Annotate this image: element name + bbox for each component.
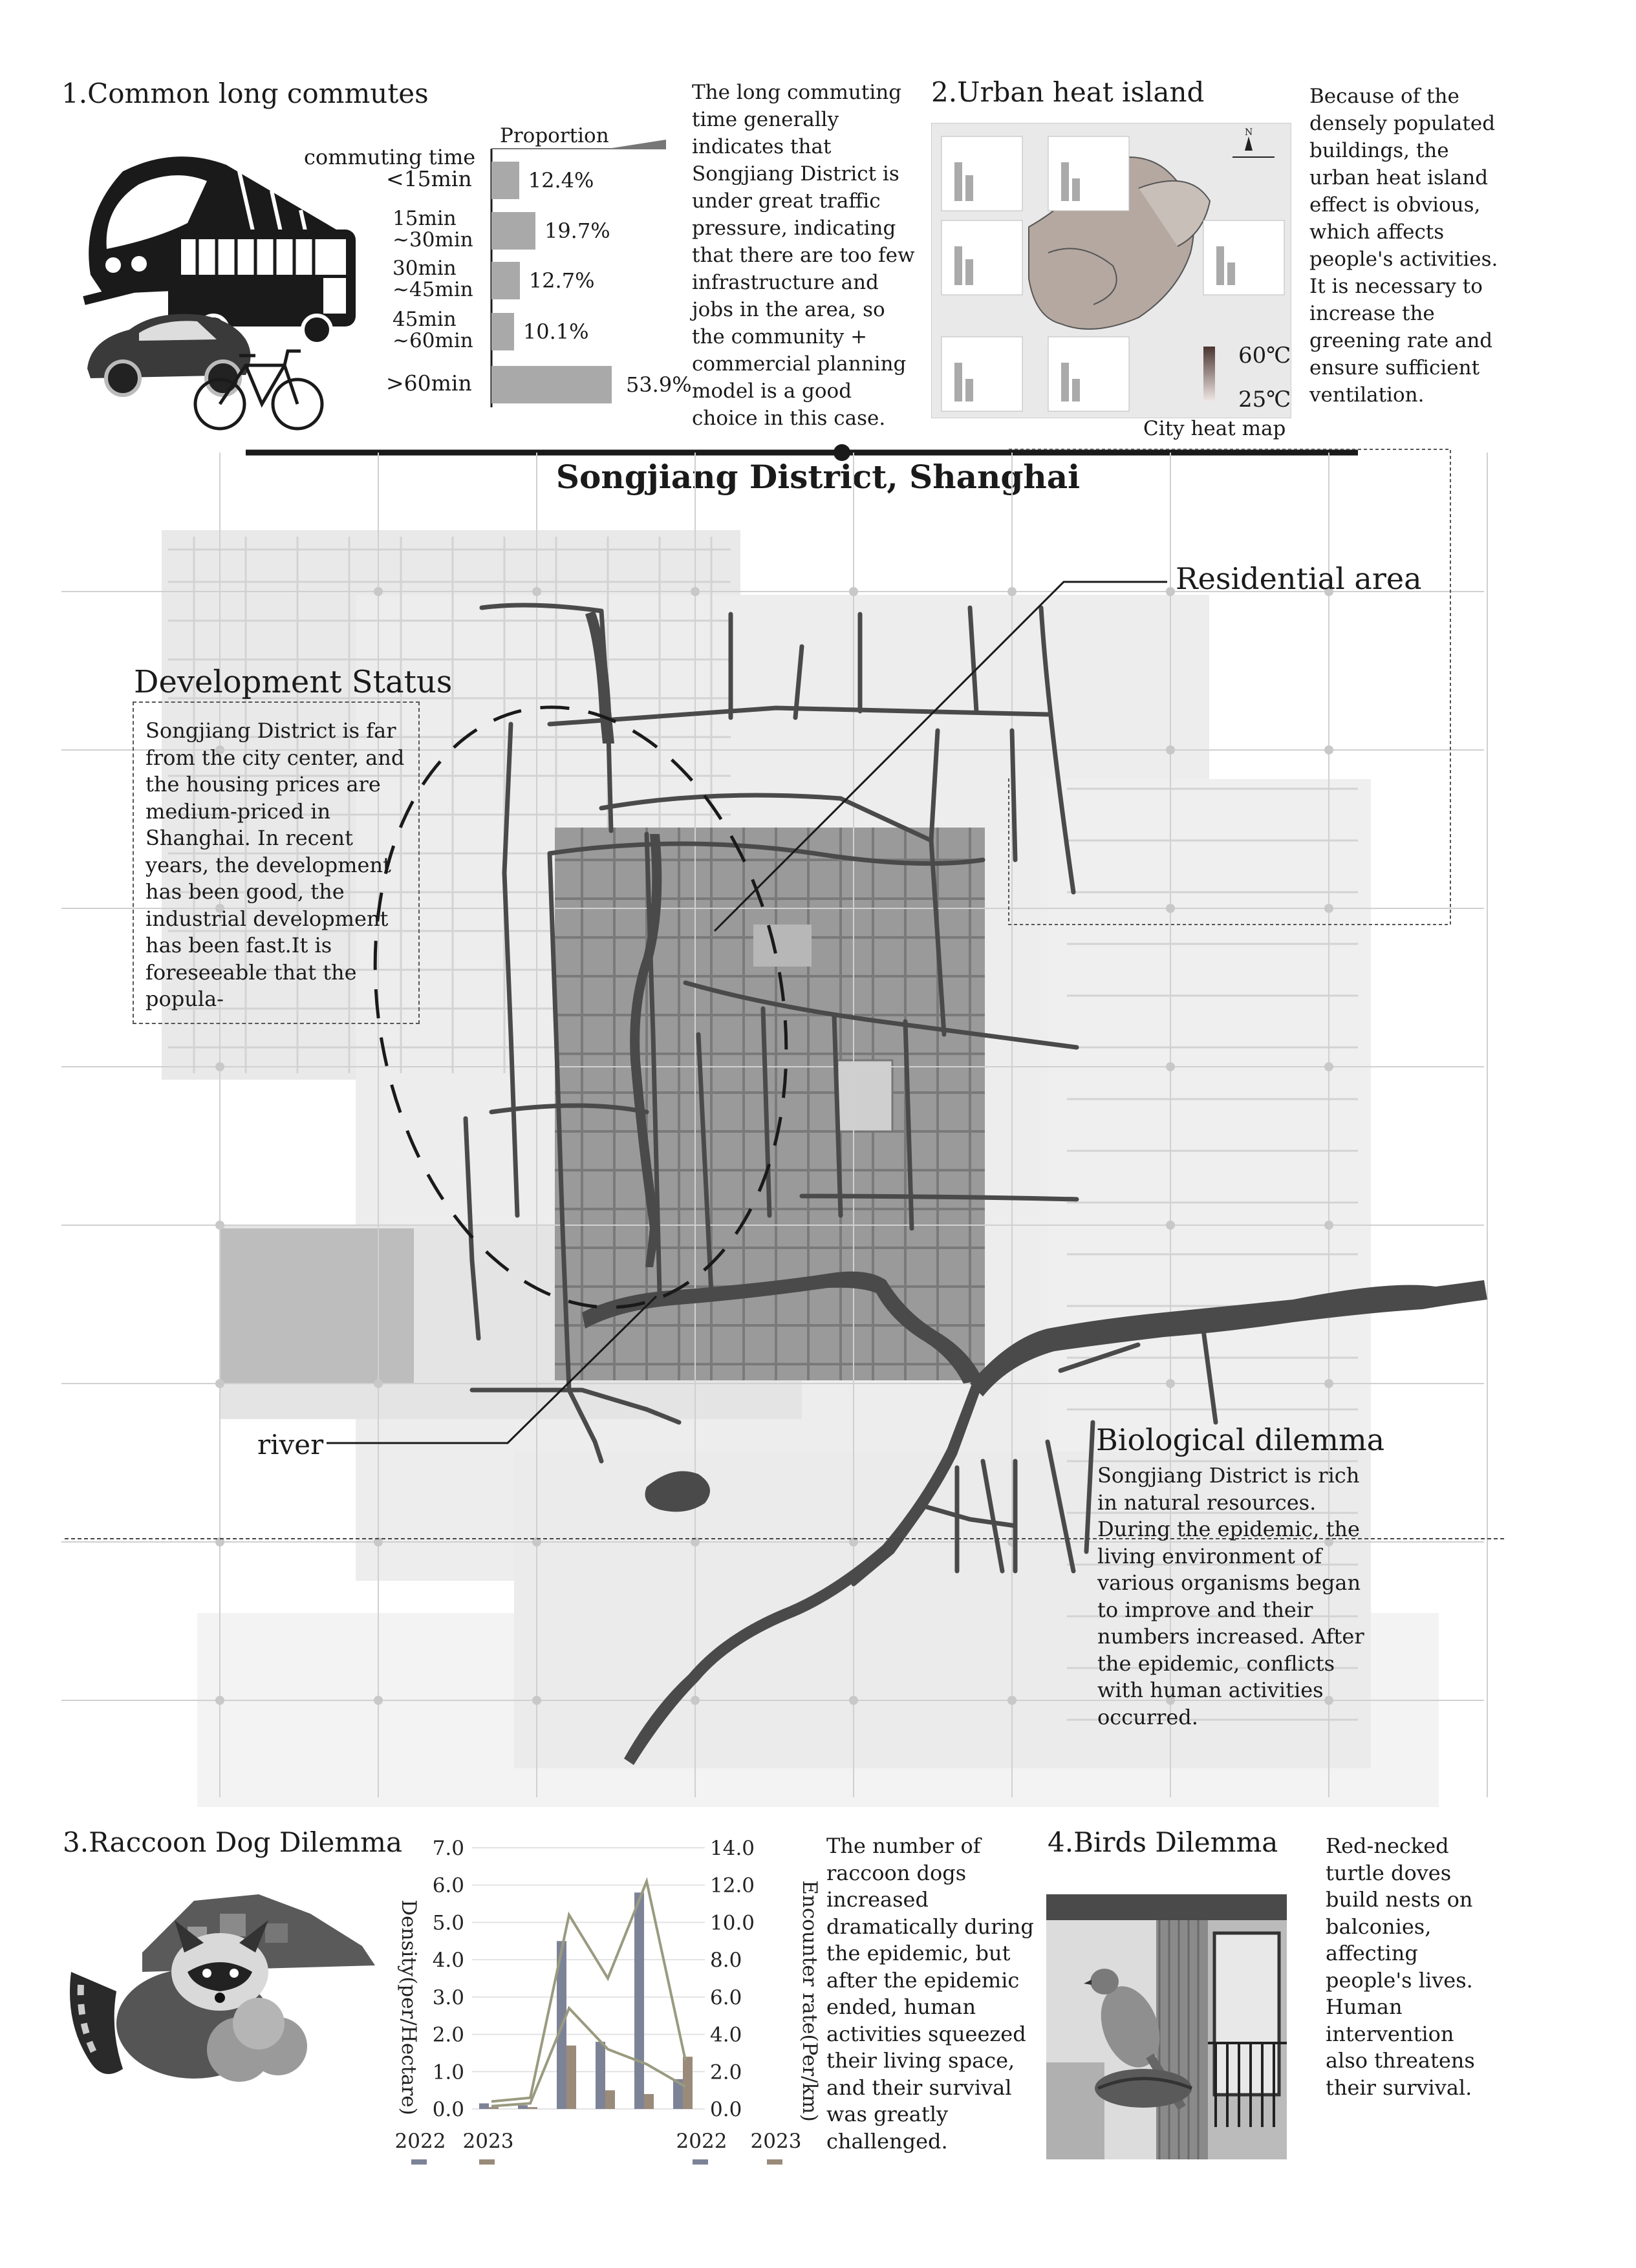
raccoon-left-tick: 1.0 — [432, 2060, 464, 2084]
raccoon-left-tick: 3.0 — [432, 1985, 464, 2009]
raccoon-right-tick: 2.0 — [710, 2060, 742, 2084]
raccoon-bar — [566, 2046, 576, 2109]
commute-paragraph: The long commuting time generally indicates that Songjiang District is under great traffic pressure, indicating that there are too few infrastructure and jobs in the area, so the community + commercial planning model is a good choice in this case. — [692, 81, 915, 430]
bio-text: Songjiang District is rich in natural resources. During the epidemic, the living environment of various organisms began to improve and their numbers increased. After the epidemic, conflicts with human activities occurred. — [1097, 1463, 1364, 1729]
commute-bar-value-label: 10.1% — [522, 319, 589, 344]
commute-x-label: Proportion — [500, 124, 609, 147]
commute-bar — [491, 162, 519, 199]
heat-legend-gradient — [1203, 347, 1215, 401]
raccoon-bar — [644, 2094, 654, 2109]
heat-legend-high: 60℃ — [1238, 343, 1291, 369]
raccoon-right-tick: 0.0 — [710, 2098, 742, 2121]
commute-y-label: commuting time — [304, 145, 476, 169]
commute-category-label: 45min ~60min — [393, 308, 473, 352]
raccoon-bar — [634, 1892, 644, 2109]
development-heading: Development Status — [134, 664, 453, 700]
commute-category-label: 30min ~45min — [393, 257, 473, 301]
raccoon-legend-swatch — [767, 2159, 782, 2165]
city-center-aerial — [555, 828, 985, 1380]
raccoon-right-tick: 10.0 — [710, 1911, 755, 1935]
commute-bar-value-label: 12.4% — [528, 168, 594, 193]
commute-bar — [491, 366, 612, 403]
commute-bar-value-label: 53.9% — [625, 372, 692, 397]
commute-heading: 1.Common long commutes — [61, 78, 429, 109]
commute-bar — [491, 313, 514, 350]
river-label: river — [257, 1429, 324, 1460]
raccoon-legend-swatch — [693, 2159, 708, 2165]
raccoon-right-tick: 4.0 — [710, 2023, 742, 2047]
raccoon-left-axis-title: Density(per/Hectare) — [397, 1899, 420, 2115]
raccoon-bar — [683, 2057, 693, 2109]
raccoon-bar — [479, 2103, 489, 2109]
raccoon-illustration — [65, 1875, 375, 2095]
raccoon-heading: 3.Raccoon Dog Dilemma — [63, 1826, 402, 1858]
raccoon-left-tick: 6.0 — [432, 1874, 464, 1898]
commute-category-label: <15min — [386, 166, 472, 191]
raccoon-x-label: 2023 — [750, 2130, 802, 2153]
raccoon-legend-swatch — [479, 2159, 495, 2165]
raccoon-x-label: 2022 — [394, 2130, 446, 2153]
raccoon-right-tick: 6.0 — [710, 1985, 742, 2009]
birds-heading: 4.Birds Dilemma — [1048, 1826, 1278, 1858]
raccoon-bar — [596, 2042, 605, 2109]
raccoon-chart — [388, 1836, 821, 2172]
raccoon-bar — [489, 2107, 499, 2109]
raccoon-right-axis-title: Encounter rate(Per/km) — [798, 1880, 821, 2122]
commute-category-label: >60min — [386, 370, 472, 396]
heat-legend-low: 25℃ — [1238, 387, 1291, 412]
raccoon-bar — [528, 2107, 537, 2109]
raccoon-left-tick: 7.0 — [432, 1837, 464, 1860]
birds-photo — [1046, 1894, 1287, 2159]
raccoon-paragraph: The number of raccoon dogs increased dramatically during the epidemic, but after the epidemic ended, human activities squeezed their living space, and their survival was greatly challenged. — [826, 1834, 1034, 2154]
svg-text:N: N — [1245, 127, 1253, 138]
raccoon-bar — [518, 2105, 528, 2109]
birds-paragraph: Red-necked turtle doves build nests on balconies, affecting people's lives. Human intervention also threatens their survival. — [1326, 1834, 1475, 2100]
nest-icon — [1095, 2069, 1192, 2108]
development-text: Songjiang District is far from the city center, and the housing prices are medium-priced in Shanghai. In recent years, the development has been good, the industrial development has been fast.It is foreseeable that the popula- — [145, 718, 405, 1011]
raccoon-bar — [605, 2090, 615, 2109]
raccoon-left-tick: 0.0 — [432, 2098, 464, 2121]
commute-bar — [491, 262, 520, 299]
residential-label: Residential area — [1176, 561, 1422, 596]
raccoon-right-tick: 12.0 — [710, 1874, 755, 1898]
raccoon-legend-swatch — [411, 2159, 427, 2165]
heat-paragraph: Because of the densely populated buildings, the urban heat island effect is obvious, which affects people's activities. It is necessary to increase the greening rate and ensure sufficient ventilation. — [1309, 85, 1498, 407]
commute-bar-value-label: 12.7% — [528, 268, 595, 293]
commute-bar — [491, 212, 535, 250]
heat-heading: 2.Urban heat island — [931, 76, 1205, 108]
map-title: Songjiang District, Shanghai — [555, 458, 1081, 496]
commute-category-label: 15min ~30min — [393, 207, 473, 251]
raccoon-x-label: 2023 — [462, 2130, 514, 2153]
raccoon-x-label: 2022 — [676, 2130, 727, 2153]
north-arrow-icon — [1232, 127, 1275, 157]
commute-bar-value-label: 19.7% — [544, 219, 610, 243]
raccoon-left-tick: 2.0 — [432, 2023, 464, 2047]
heat-map-panel — [931, 123, 1291, 418]
heat-caption: City heat map — [1143, 417, 1286, 440]
raccoon-right-tick: 14.0 — [710, 1837, 755, 1860]
raccoon-left-tick: 5.0 — [432, 1911, 464, 1935]
bio-heading: Biological dilemma — [1096, 1422, 1385, 1457]
raccoon-line — [491, 2008, 685, 2106]
raccoon-left-tick: 4.0 — [432, 1949, 464, 1973]
raccoon-right-tick: 8.0 — [710, 1949, 742, 1973]
